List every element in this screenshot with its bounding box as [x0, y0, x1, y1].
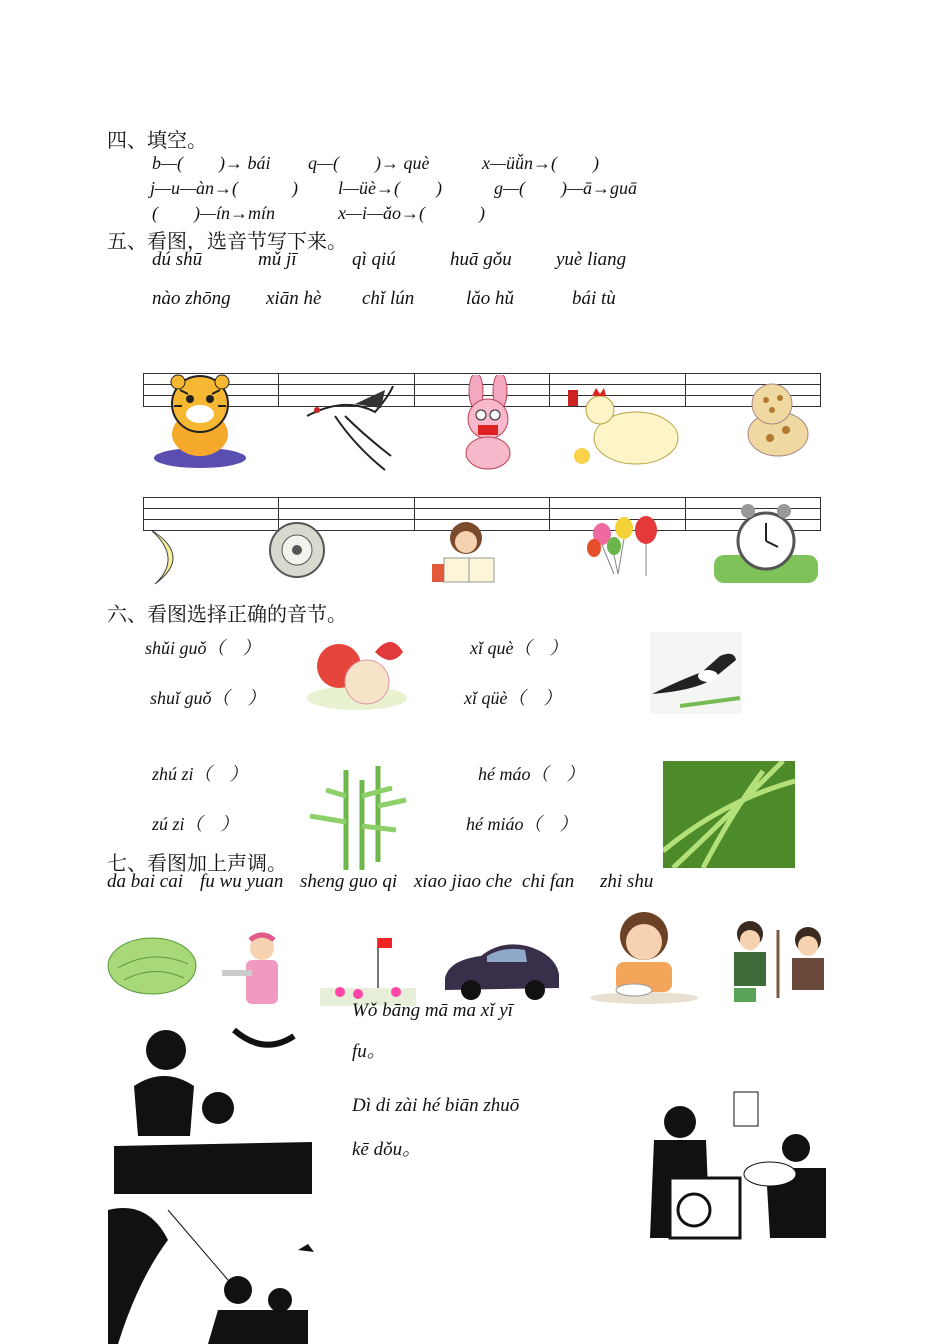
- pinyin-word: qì qiú: [352, 249, 396, 270]
- choice-option[interactable]: zú zi（ ）: [152, 814, 239, 834]
- pinyin-word: sheng guo qi: [300, 871, 398, 892]
- pinyin-word: fu wu yuan: [200, 871, 284, 892]
- pinyin-word: chǐ lún: [362, 288, 415, 309]
- pinyin-word: xiao jiao che: [414, 871, 513, 892]
- fill-item: j—u—àn→( ): [150, 178, 298, 198]
- pinyin-word: mǔ jī: [258, 249, 297, 270]
- fill-item: g—( )—ā→guā: [494, 178, 637, 198]
- pinyin-word: huā gǒu: [450, 249, 512, 270]
- sentence-line: fu。: [352, 1041, 386, 1062]
- sentence-line: kē dǒu。: [352, 1139, 422, 1160]
- sentence-line: Wǒ bāng mā ma xǐ yī: [352, 1000, 513, 1021]
- gear-picture: [268, 520, 326, 580]
- pinyin-word: da bai cai: [107, 871, 183, 892]
- pinyin-word: yuè liang: [556, 249, 627, 270]
- choice-option[interactable]: zhú zi（ ）: [152, 764, 248, 784]
- choice-option[interactable]: hé máo（ ）: [478, 764, 585, 784]
- choice-option[interactable]: xǐ qüè（ ）: [464, 688, 562, 708]
- sentence-line: Dì di zài hé biān zhuō: [352, 1095, 520, 1116]
- choice-option[interactable]: xǐ què（ ）: [470, 638, 568, 658]
- tree-planting-picture: [720, 910, 832, 1006]
- pinyin-word: chi fan: [522, 871, 575, 892]
- section4-title: 四、填空。: [107, 128, 207, 152]
- fill-item: ( )—ín→mín: [152, 203, 275, 223]
- section5-title: 五、看图，选音节写下来。: [107, 229, 347, 253]
- rabbit-picture: [452, 375, 524, 471]
- alarm-clock-picture: [714, 503, 818, 583]
- reading-girl-picture: [430, 518, 500, 584]
- car-picture: [441, 934, 563, 1002]
- section6-title: 六、看图选择正确的音节。: [107, 602, 347, 626]
- tiger-picture: [150, 372, 250, 470]
- fruit-picture: [305, 632, 409, 712]
- eating-girl-picture: [584, 906, 698, 1006]
- choice-option[interactable]: hé miáo（ ）: [466, 814, 578, 834]
- magpie-picture: [650, 632, 742, 714]
- balloons-picture: [584, 514, 660, 576]
- kids-playing-picture: [114, 1026, 312, 1194]
- pinyin-word: dú shū: [152, 249, 203, 270]
- laundry-picture: [630, 1088, 826, 1240]
- flag-raising-picture: [320, 934, 416, 1006]
- choice-option[interactable]: shuǐ guǒ（ ）: [150, 688, 266, 708]
- fill-item: x—i—ǎo→( ): [338, 203, 485, 223]
- waiter-picture: [220, 930, 294, 1006]
- fill-item: b—( )→ bái: [152, 153, 271, 173]
- section7-title: 七、看图加上声调。: [107, 851, 287, 875]
- hen-picture: [566, 376, 682, 468]
- cabbage-picture: [104, 928, 198, 998]
- fill-item: l—üè→( ): [338, 178, 442, 198]
- pinyin-word: xiān hè: [266, 288, 322, 309]
- moon-picture: [143, 528, 193, 586]
- pinyin-word: bái tù: [572, 288, 616, 309]
- kite-flying-picture: [108, 1200, 320, 1344]
- choice-option[interactable]: shǔi guǒ（ ）: [145, 638, 261, 658]
- bamboo-picture: [306, 766, 410, 870]
- fill-item: q—( )→ què: [308, 153, 430, 173]
- seedling-picture: [663, 761, 795, 868]
- pinyin-word: zhi shu: [600, 871, 654, 892]
- fill-item: x—üǚn→( ): [482, 153, 599, 173]
- dog-picture: [742, 380, 812, 460]
- crane-picture: [305, 386, 395, 472]
- pinyin-word: lǎo hǔ: [466, 288, 515, 309]
- pinyin-word: nào zhōng: [152, 288, 231, 309]
